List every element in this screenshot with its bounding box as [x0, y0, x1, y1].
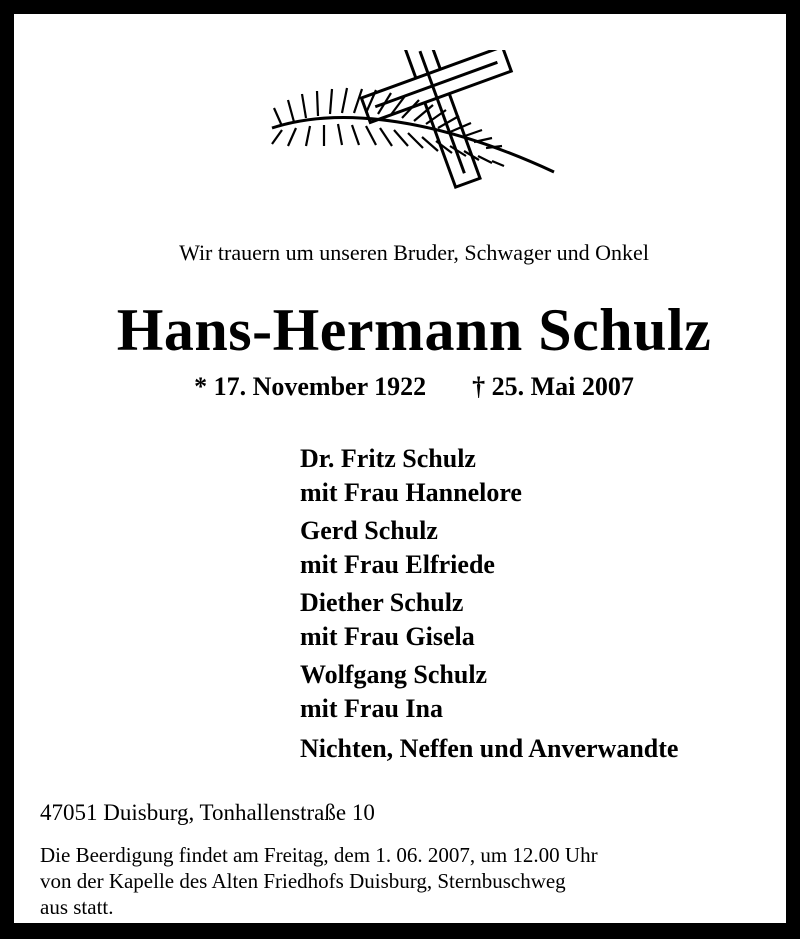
mourner-entry — [300, 658, 678, 726]
mourner-name: Dr. Fritz Schulz — [300, 444, 476, 473]
life-dates — [14, 372, 800, 402]
mourner-spouse: mit Frau Gisela — [300, 622, 475, 651]
death-date: † 25. Mai 2007 — [472, 372, 634, 401]
address: 47051 Duisburg, Tonhallenstraße 10 — [40, 800, 375, 825]
funeral-line: Die Beerdigung findet am Freitag, dem 1. 06. 2007, um 12.00 Uhr — [40, 843, 598, 867]
mourner-entry — [300, 514, 678, 582]
intro-text: Wir trauern um unseren Bruder, Schwager und Onkel — [179, 240, 649, 265]
mourner-spouse: mit Frau Ina — [300, 694, 443, 723]
funeral-line: aus statt. — [40, 895, 114, 919]
relatives-line: Nichten, Neffen und Anverwandte — [300, 734, 679, 763]
mourner-spouse: mit Frau Elfriede — [300, 550, 495, 579]
birth-date: * 17. November 1922 — [194, 372, 427, 401]
funeral-line: von der Kapelle des Alten Friedhofs Duisburg, Sternbuschweg — [40, 869, 566, 893]
deceased-name: Hans-Hermann Schulz — [116, 297, 712, 363]
mourners-list — [300, 442, 678, 766]
mourner-entry — [300, 586, 678, 654]
mourner-spouse: mit Frau Hannelore — [300, 478, 522, 507]
mourner-name: Diether Schulz — [300, 588, 464, 617]
mourner-entry — [300, 442, 678, 510]
mourner-name: Gerd Schulz — [300, 516, 438, 545]
funeral-info — [40, 842, 790, 920]
mourner-name: Wolfgang Schulz — [300, 660, 488, 689]
cross-with-palm-icon — [262, 50, 562, 190]
